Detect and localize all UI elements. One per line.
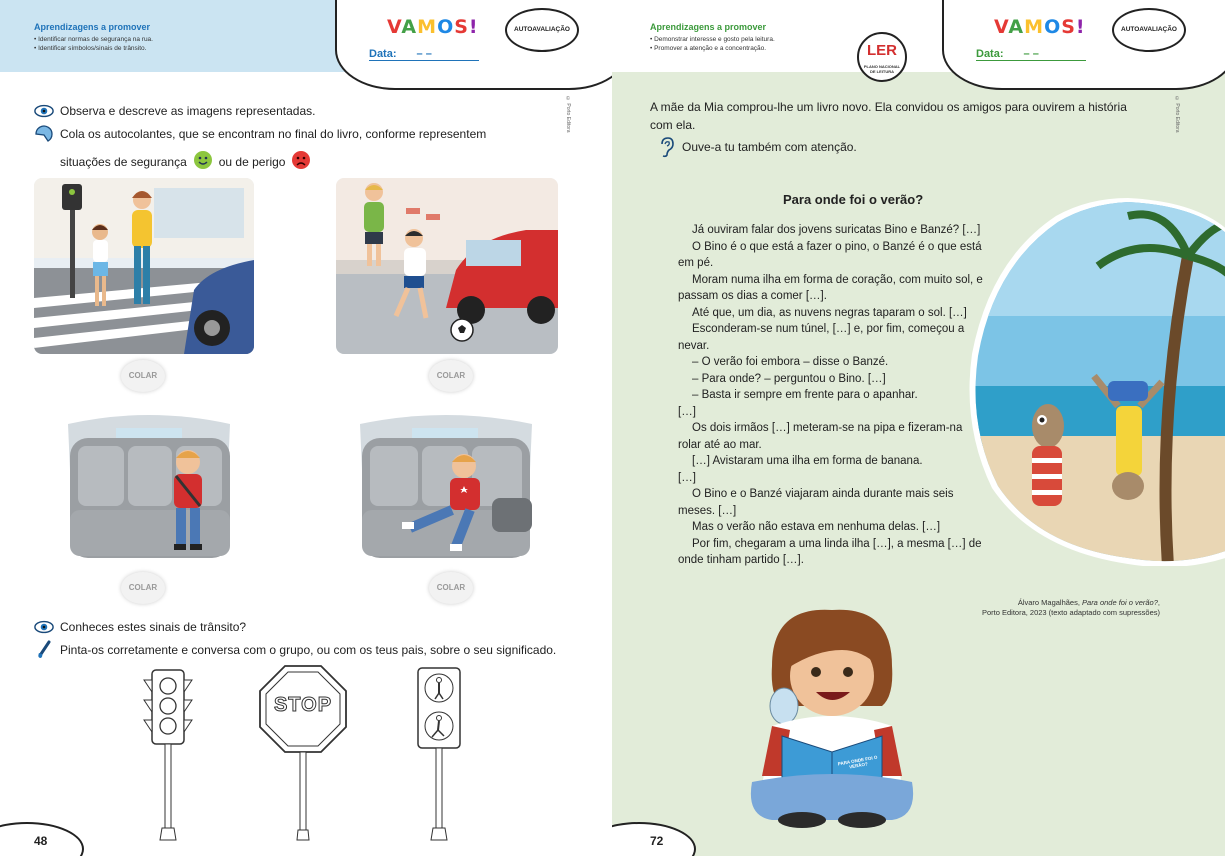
left-page [0,0,612,856]
date-field [369,48,479,61]
story-paragraph: – Basta ir sempre em frente para o apanhar. [692,389,918,401]
ler-logo-subtitle: PLANO NACIONAL DE LEITURA [863,64,901,74]
date-value: – – [416,48,432,60]
ler-logo-text: LER [867,42,897,59]
illustration-boy-reading [742,606,922,832]
sad-face-icon [291,150,311,173]
story-paragraph: Moram numa ilha em forma de coração, com muito sol, e passam os dias a comer […]. [678,273,983,302]
date-label: Data: [976,48,1004,60]
sticker-slot[interactable]: COLAR [429,572,473,604]
learning-goals-list [650,35,775,53]
instruction-text: ou de perigo [218,154,286,169]
learning-goals-title: Aprendizagens a promover [650,22,767,32]
story-paragraph: – O verão foi embora – disse o Banzé. [692,356,889,368]
copyright-note: © Porto Editora [1174,96,1180,133]
eye-icon [34,619,54,635]
credit-publisher: Porto Editora, 2023 (texto adaptado com supressões) [981,608,1160,617]
date-value: – – [1023,48,1039,60]
story-paragraph: Esconderam-se num túnel, […] e, por fim, começou a nevar. [678,323,965,352]
instruction-text: Conheces estes sinais de trânsito? [60,620,247,634]
learning-goals-title: Aprendizagens a promover [34,22,151,32]
header-cloud [335,0,612,90]
story-credit: Álvaro Magalhães, Para onde foi o verão?, Porto Editora, 2023 (texto adaptado com supressões) [840,598,1160,618]
story-paragraph: Por fim, chegaram a uma linda ilha […], a mesma […] de onde tinham partido […]. [678,537,982,566]
story-paragraph: […] Avistaram uma ilha em forma de banana. [692,455,923,467]
instruction-paint [34,642,556,658]
brush-icon [34,642,54,658]
page-number: 48 [34,834,48,848]
instruction-text: Ouve-a tu também com atenção. [682,140,857,154]
vamos-logo: VAMOS! [994,16,1086,38]
illustration-crosswalk [34,178,254,354]
instruction-stickers-line2 [60,150,311,173]
learning-goal: • Promover a atenção e a concentração. [650,45,767,52]
sticker-slot[interactable]: COLAR [429,360,473,392]
intro-line: com ela. [650,118,696,132]
instruction-observe [34,103,315,119]
illustration-seatbelt-unsafe [352,410,540,574]
self-assessment-bubble: AUTOAVALIAÇÃO [1112,8,1186,52]
credit-author: Álvaro Magalhães, [1017,598,1083,607]
instruction-text: Observa e descreve as imagens representadas. [60,104,316,118]
book-cover-title: PARA ONDE FOI O VERÃO? [837,754,878,770]
story-paragraph: Mas o verão não estava em nenhuma delas. […] [692,521,941,533]
ler-logo [857,32,907,82]
story-paragraph: Os dois irmãos […] meteram-se na pipa e fizeram-na rolar até ao mar. [678,422,963,451]
date-field [976,48,1086,61]
story-paragraph: Até que, um dia, as nuvens negras taparam o sol. […] [692,306,967,319]
traffic-light-drawing[interactable] [138,668,198,842]
story-paragraph: Já ouviram falar dos jovens suricatas Bino e Banzé? […] [692,224,981,236]
sticker-slot[interactable]: COLAR [121,572,165,604]
credit-title: Para onde foi o verão? [1082,598,1158,607]
intro-line: A mãe da Mia comprou-lhe um livro novo. Ela convidou os amigos para ouvirem a história [650,100,1127,114]
story-paragraph: O Bino é o que está a fazer o pino, o Banzé é o que está em pé. [678,240,982,269]
learning-goal: • Identificar normas de segurança na rua. [34,36,153,43]
instruction-stickers [34,126,486,142]
ear-icon [656,139,676,155]
happy-face-icon [193,150,213,173]
pedestrian-light-drawing[interactable] [416,666,462,842]
stop-sign-label: STOP [273,694,333,716]
stop-sign-drawing[interactable] [258,664,348,842]
sticker-icon [34,126,54,142]
learning-goals-list [34,35,153,53]
story-paragraph: […] [678,405,696,418]
illustration-seatbelt-safe [60,410,238,574]
instruction-listen [656,139,857,155]
learning-goal: • Identificar símbolos/sinais de trânsito. [34,45,147,52]
header-cloud [942,0,1225,90]
instruction-text: Pinta-os corretamente e conversa com o grupo, ou com os teus pais, sobre o seu significado. [60,643,557,657]
self-assessment-bubble: AUTOAVALIAÇÃO [505,8,579,52]
page-number: 72 [650,834,664,848]
story-paragraph: […] [678,471,696,484]
illustration-ball-street [336,178,558,354]
story-paragraph: – Para onde? – perguntou o Bino. […] [692,372,886,385]
instruction-text: Cola os autocolantes, que se encontram no final do livro, conforme representem [60,127,487,141]
eye-icon [34,103,54,119]
copyright-note: © Porto Editora [565,96,571,133]
illustration-suricatas-beach [968,196,1225,566]
date-label: Data: [369,48,397,60]
story-intro [650,98,1180,134]
story-paragraph: O Bino e o Banzé viajaram ainda durante mais seis meses. […] [678,488,954,517]
sticker-slot[interactable]: COLAR [121,360,165,392]
story-title: Para onde foi o verão? [783,192,924,207]
vamos-logo: VAMOS! [387,16,479,38]
story-text [678,222,988,569]
learning-goal: • Demonstrar interesse e gosto pela leitura. [650,36,775,43]
instruction-text: situações de segurança [60,154,187,169]
instruction-signs [34,619,246,635]
